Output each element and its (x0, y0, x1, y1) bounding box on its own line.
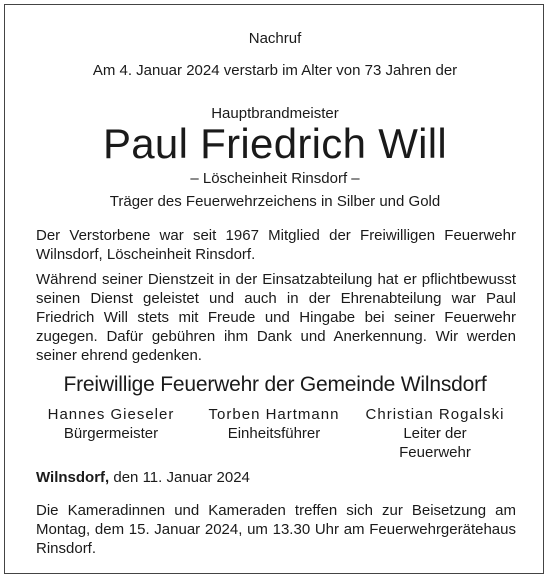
place: Wilnsdorf, (36, 469, 110, 486)
deceased-name: Paul Friedrich Will (102, 120, 448, 167)
signatory-fire-chief (360, 405, 510, 462)
signatory-title: Bürgermeister (63, 425, 159, 442)
rank-title: Hauptbrandmeister (211, 105, 339, 122)
membership-paragraph: Der Verstorbene war seit 1967 Mitglied der Freiwilligen Feuerwehr Wilnsdorf, Löscheinheit Rinsdorf. (36, 227, 516, 263)
place-date (36, 469, 250, 486)
signatory-title: Leiter der (403, 425, 467, 442)
signatory-name: Christian Rogalski (365, 406, 505, 423)
service-paragraph: Während seiner Dienstzeit in der Einsatzabteilung hat er pflichtbewusst seinen Dienst geleistet und auch in der Ehrenabteilung war Paul Friedrich Will stets mit Freude und Hingabe bei seiner Feuerwehr zugegen. Dafür gebühren ihm Dank und Anerkennung. Wir werden seiner ehrend gedenken. (36, 271, 516, 364)
funeral-notice: Die Kameradinnen und Kameraden treffen sich zur Beisetzung am Montag, dem 15. Januar 2024, um 13.30 Uhr am Feuerwehrgerätehaus Rinsdorf. (36, 502, 516, 557)
unit-line: – Löscheinheit Rinsdorf – (190, 170, 360, 187)
signatory-title: Einheitsführer (227, 425, 321, 442)
organization-name: Freiwillige Feuerwehr der Gemeinde Wilnsdorf (63, 373, 487, 396)
date: den 11. Januar 2024 (109, 469, 250, 486)
award-line: Träger des Feuerwehrzeichens in Silber und Gold (109, 193, 441, 210)
intro-line: Am 4. Januar 2024 verstarb im Alter von 73 Jahren der (92, 62, 458, 79)
obituary-label: Nachruf (248, 30, 302, 47)
signatory-unit-leader (194, 405, 354, 443)
signatory-name: Torben Hartmann (208, 406, 340, 423)
signatory-name: Hannes Gieseler (47, 406, 175, 423)
signatory-title-line2: Feuerwehr (399, 444, 471, 461)
signatory-mayor (36, 405, 186, 443)
